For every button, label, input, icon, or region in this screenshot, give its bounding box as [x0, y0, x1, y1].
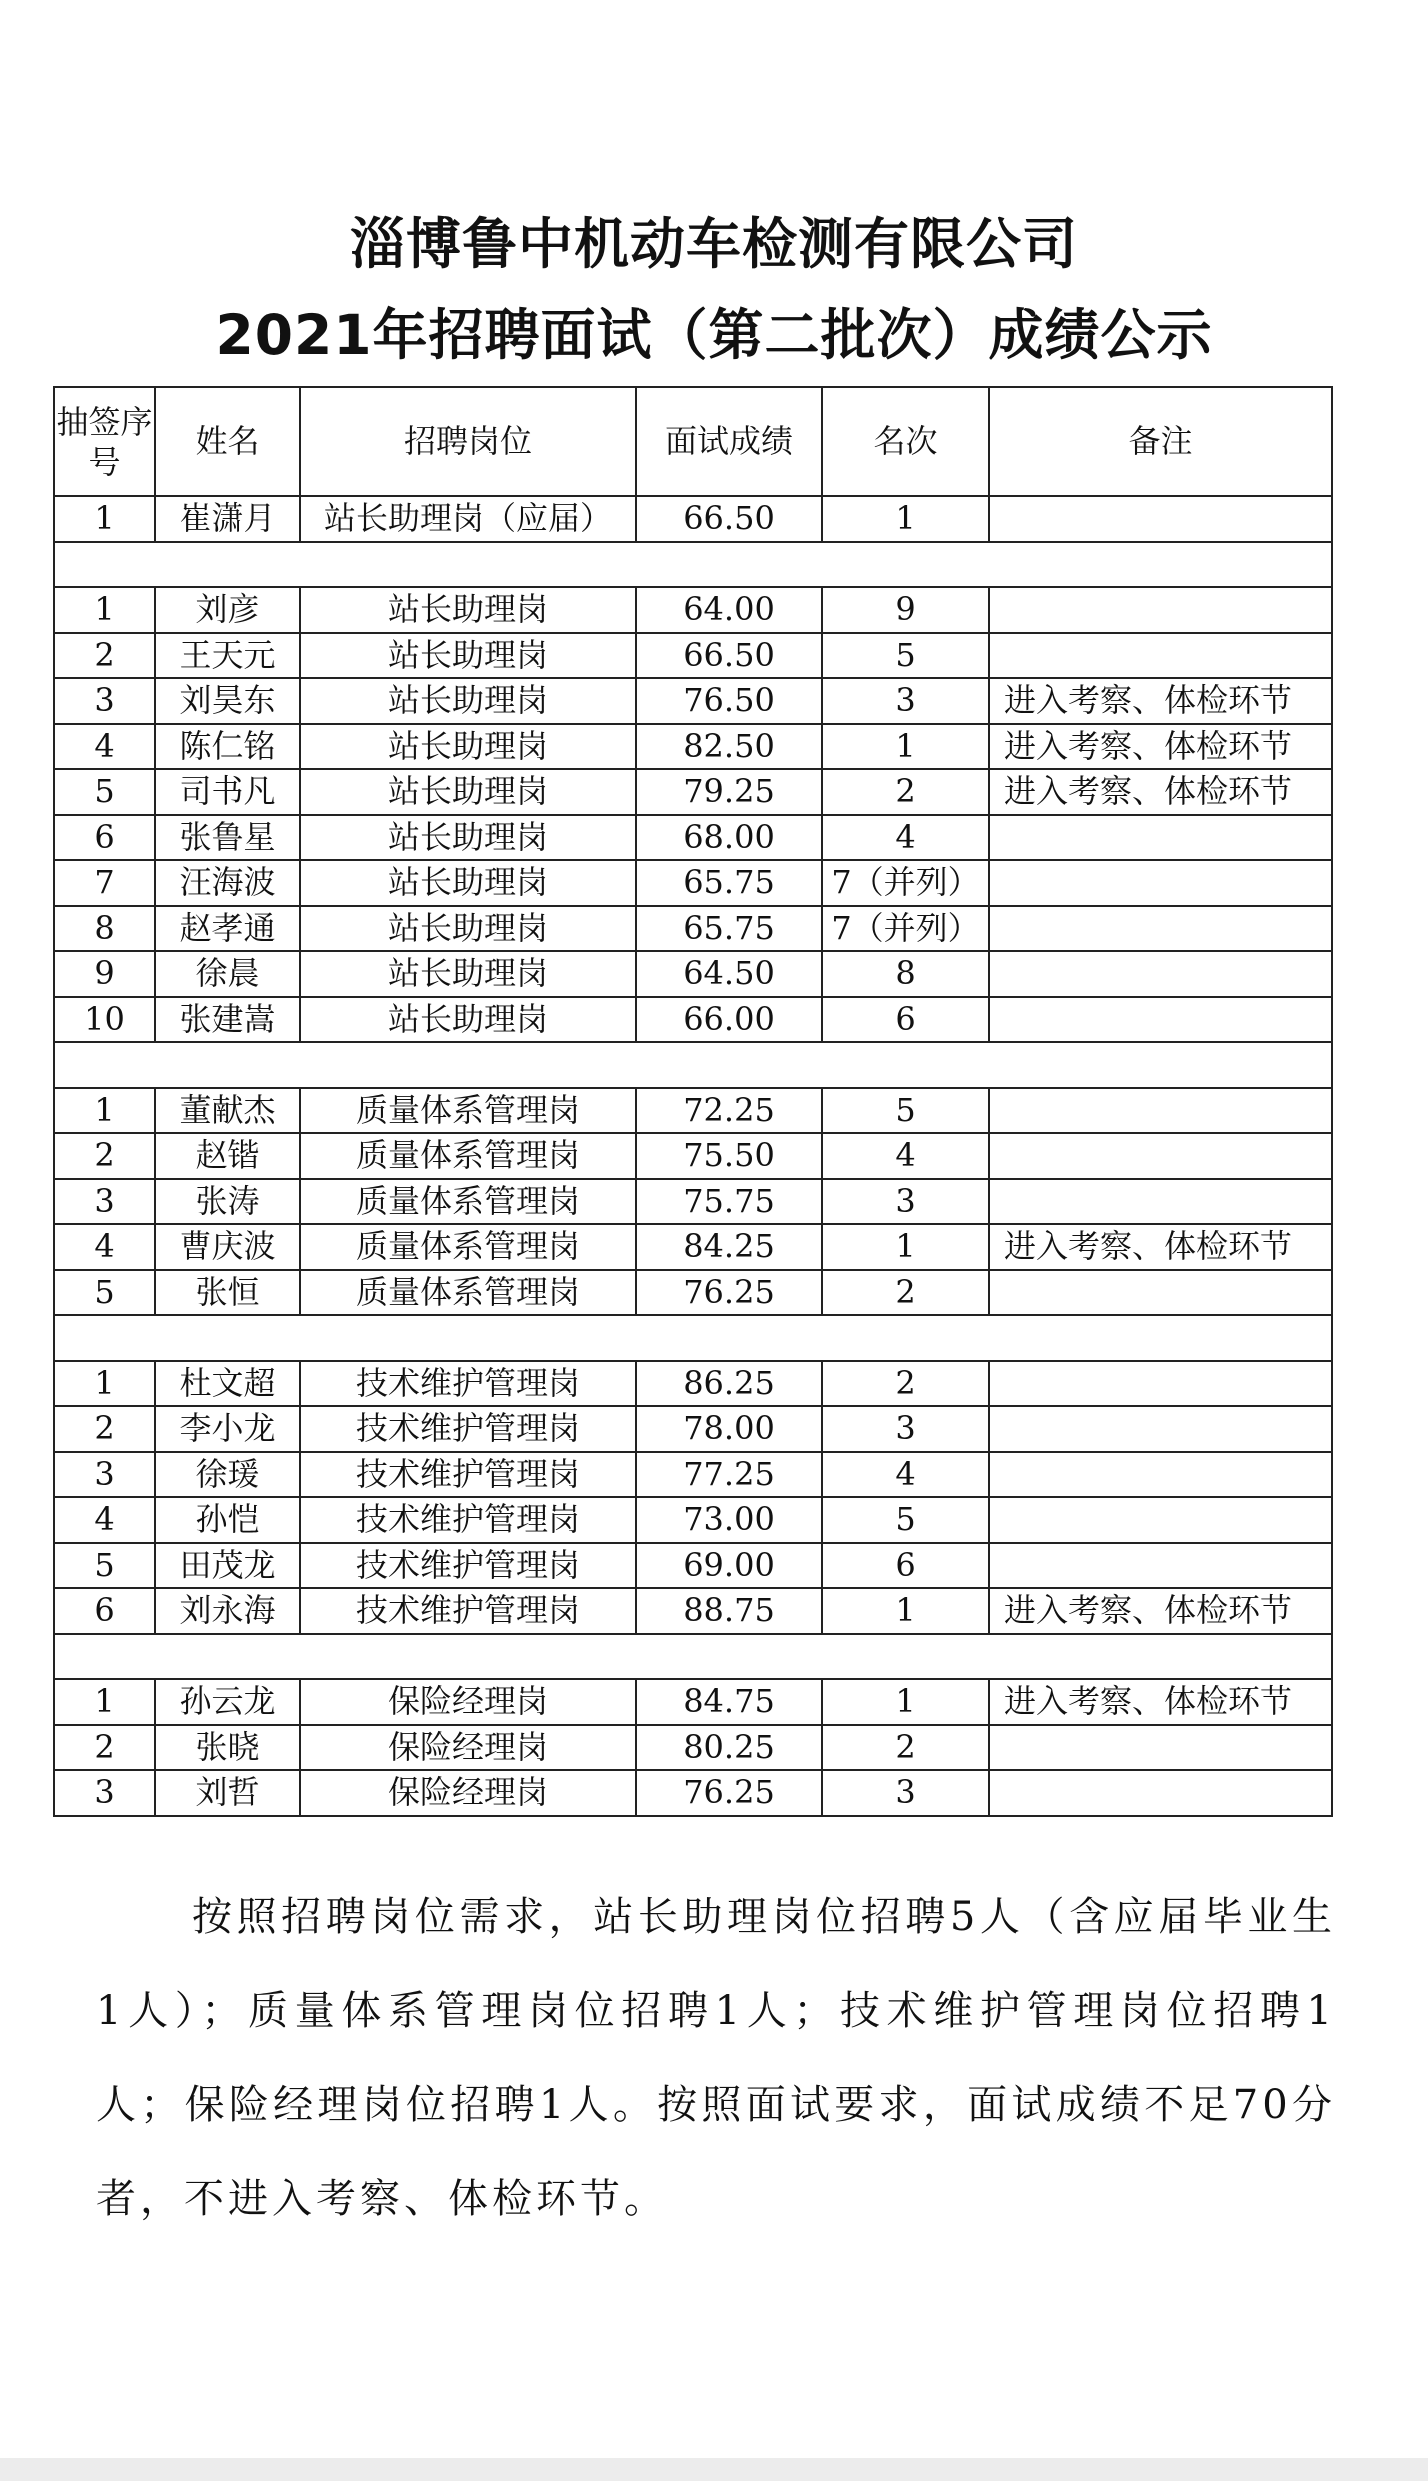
table-row: [54, 1543, 1332, 1589]
cell-note: [989, 1452, 1332, 1498]
cell-score: 84.25: [636, 1224, 822, 1270]
cell-name: 徐瑗: [155, 1452, 300, 1498]
cell-position: 质量体系管理岗: [300, 1224, 636, 1270]
cell-rank: 2: [822, 769, 989, 815]
cell-name: 张涛: [155, 1179, 300, 1225]
cell-seq: 5: [54, 1543, 155, 1589]
table-row: [54, 815, 1332, 861]
cell-position: 技术维护管理岗: [300, 1452, 636, 1498]
results-table: [53, 386, 1333, 1817]
cell-seq: 5: [54, 769, 155, 815]
cell-note: 进入考察、体检环节: [989, 769, 1332, 815]
cell-score: 84.75: [636, 1679, 822, 1725]
cell-position: 站长助理岗: [300, 678, 636, 724]
cell-score: 79.25: [636, 769, 822, 815]
cell-score: 75.50: [636, 1133, 822, 1179]
cell-rank: 3: [822, 1770, 989, 1816]
cell-seq: 6: [54, 1588, 155, 1634]
table-row: [54, 1270, 1332, 1316]
cell-score: 76.50: [636, 678, 822, 724]
cell-seq: 2: [54, 633, 155, 679]
cell-score: 77.25: [636, 1452, 822, 1498]
cell-seq: 2: [54, 1406, 155, 1452]
cell-rank: 1: [822, 1588, 989, 1634]
table-row: [54, 1588, 1332, 1634]
cell-rank: 5: [822, 1497, 989, 1543]
cell-note: [989, 1179, 1332, 1225]
cell-note: 进入考察、体检环节: [989, 1224, 1332, 1270]
cell-rank: 4: [822, 1452, 989, 1498]
cell-note: [989, 1361, 1332, 1407]
cell-name: 刘永海: [155, 1588, 300, 1634]
cell-seq: 9: [54, 951, 155, 997]
cell-rank: 6: [822, 1543, 989, 1589]
cell-seq: 5: [54, 1270, 155, 1316]
cell-name: 张鲁星: [155, 815, 300, 861]
cell-score: 69.00: [636, 1543, 822, 1589]
cell-name: 崔潇月: [155, 496, 300, 542]
cell-note: [989, 1088, 1332, 1134]
cell-score: 82.50: [636, 724, 822, 770]
results-table-header: [54, 387, 1332, 496]
cell-note: [989, 587, 1332, 633]
cell-name: 汪海波: [155, 860, 300, 906]
cell-name: 赵锴: [155, 1133, 300, 1179]
cell-score: 66.00: [636, 997, 822, 1043]
cell-seq: 1: [54, 1088, 155, 1134]
results-table-body: [54, 496, 1332, 1816]
table-row: [54, 906, 1332, 952]
cell-position: 站长助理岗: [300, 906, 636, 952]
cell-name: 田茂龙: [155, 1543, 300, 1589]
cell-rank: 3: [822, 1179, 989, 1225]
cell-position: 站长助理岗: [300, 860, 636, 906]
cell-seq: 3: [54, 1179, 155, 1225]
header-note: 备注: [989, 387, 1332, 496]
cell-rank: 1: [822, 724, 989, 770]
table-row: [54, 1679, 1332, 1725]
cell-note: [989, 1270, 1332, 1316]
group-separator-cell: [54, 1315, 1332, 1361]
cell-score: 68.00: [636, 815, 822, 861]
table-row: [54, 951, 1332, 997]
cell-name: 赵孝通: [155, 906, 300, 952]
cell-note: [989, 1133, 1332, 1179]
cell-rank: 2: [822, 1725, 989, 1771]
cell-rank: 3: [822, 1406, 989, 1452]
cell-note: [989, 951, 1332, 997]
cell-name: 孙恺: [155, 1497, 300, 1543]
cell-position: 质量体系管理岗: [300, 1270, 636, 1316]
cell-position: 站长助理岗: [300, 769, 636, 815]
cell-seq: 7: [54, 860, 155, 906]
group-separator-row: [54, 1042, 1332, 1088]
group-separator-cell: [54, 1042, 1332, 1088]
cell-name: 刘彦: [155, 587, 300, 633]
cell-note: [989, 1770, 1332, 1816]
cell-note: [989, 906, 1332, 952]
table-row: [54, 496, 1332, 542]
table-row: [54, 1497, 1332, 1543]
cell-score: 65.75: [636, 860, 822, 906]
cell-position: 保险经理岗: [300, 1679, 636, 1725]
cell-position: 技术维护管理岗: [300, 1543, 636, 1589]
cell-rank: 6: [822, 997, 989, 1043]
cell-rank: 1: [822, 1679, 989, 1725]
cell-score: 64.50: [636, 951, 822, 997]
cell-name: 刘昊东: [155, 678, 300, 724]
cell-note: [989, 860, 1332, 906]
cell-name: 李小龙: [155, 1406, 300, 1452]
cell-seq: 4: [54, 724, 155, 770]
cell-position: 技术维护管理岗: [300, 1361, 636, 1407]
header-rank: 名次: [822, 387, 989, 496]
cell-position: 技术维护管理岗: [300, 1406, 636, 1452]
cell-seq: 2: [54, 1133, 155, 1179]
cell-position: 质量体系管理岗: [300, 1088, 636, 1134]
document-title-line-1: 淄博鲁中机动车检测有限公司: [349, 212, 1078, 276]
document-title-line-2: 2021年招聘面试（第二批次）成绩公示: [215, 303, 1213, 367]
cell-score: 86.25: [636, 1361, 822, 1407]
cell-score: 78.00: [636, 1406, 822, 1452]
group-separator-row: [54, 542, 1332, 588]
cell-position: 站长助理岗（应届）: [300, 496, 636, 542]
header-row: [54, 387, 1332, 496]
header-score: 面试成绩: [636, 387, 822, 496]
cell-seq: 1: [54, 496, 155, 542]
group-separator-row: [54, 1315, 1332, 1361]
cell-note: [989, 1725, 1332, 1771]
cell-seq: 2: [54, 1725, 155, 1771]
cell-rank: 3: [822, 678, 989, 724]
cell-score: 76.25: [636, 1270, 822, 1316]
cell-rank: 2: [822, 1361, 989, 1407]
cell-note: [989, 1406, 1332, 1452]
cell-name: 王天元: [155, 633, 300, 679]
table-row: [54, 1179, 1332, 1225]
cell-position: 技术维护管理岗: [300, 1497, 636, 1543]
cell-rank: 7（并列）: [822, 860, 989, 906]
table-row: [54, 1133, 1332, 1179]
cell-note: 进入考察、体检环节: [989, 1679, 1332, 1725]
cell-seq: 1: [54, 587, 155, 633]
cell-note: [989, 1497, 1332, 1543]
table-row: [54, 1088, 1332, 1134]
cell-score: 66.50: [636, 496, 822, 542]
cell-rank: 1: [822, 496, 989, 542]
cell-position: 质量体系管理岗: [300, 1179, 636, 1225]
cell-seq: 4: [54, 1224, 155, 1270]
cell-seq: 1: [54, 1679, 155, 1725]
cell-score: 66.50: [636, 633, 822, 679]
cell-seq: 8: [54, 906, 155, 952]
cell-score: 72.25: [636, 1088, 822, 1134]
header-position: 招聘岗位: [300, 387, 636, 496]
cell-name: 曹庆波: [155, 1224, 300, 1270]
cell-seq: 6: [54, 815, 155, 861]
cell-name: 刘哲: [155, 1770, 300, 1816]
cell-rank: 7（并列）: [822, 906, 989, 952]
table-row: [54, 724, 1332, 770]
cell-note: [989, 1543, 1332, 1589]
cell-name: 徐晨: [155, 951, 300, 997]
cell-position: 站长助理岗: [300, 587, 636, 633]
cell-note: [989, 997, 1332, 1043]
cell-position: 站长助理岗: [300, 633, 636, 679]
cell-score: 73.00: [636, 1497, 822, 1543]
cell-name: 陈仁铭: [155, 724, 300, 770]
cell-note: 进入考察、体检环节: [989, 678, 1332, 724]
cell-note: 进入考察、体检环节: [989, 1588, 1332, 1634]
group-separator-cell: [54, 542, 1332, 588]
cell-seq: 3: [54, 1770, 155, 1816]
cell-score: 75.75: [636, 1179, 822, 1225]
cell-name: 张晓: [155, 1725, 300, 1771]
cell-score: 80.25: [636, 1725, 822, 1771]
header-seq: 抽签序号: [54, 387, 155, 496]
table-row: [54, 769, 1332, 815]
cell-name: 董献杰: [155, 1088, 300, 1134]
table-row: [54, 997, 1332, 1043]
cell-rank: 9: [822, 587, 989, 633]
cell-score: 88.75: [636, 1588, 822, 1634]
table-row: [54, 587, 1332, 633]
bottom-bar: [0, 2458, 1428, 2481]
cell-name: 张恒: [155, 1270, 300, 1316]
cell-name: 张建嵩: [155, 997, 300, 1043]
table-row: [54, 1452, 1332, 1498]
cell-position: 站长助理岗: [300, 951, 636, 997]
cell-position: 站长助理岗: [300, 815, 636, 861]
cell-rank: 5: [822, 633, 989, 679]
cell-name: 杜文超: [155, 1361, 300, 1407]
cell-score: 76.25: [636, 1770, 822, 1816]
cell-seq: 1: [54, 1361, 155, 1407]
cell-note: 进入考察、体检环节: [989, 724, 1332, 770]
table-row: [54, 1406, 1332, 1452]
table-row: [54, 1361, 1332, 1407]
table-row: [54, 1725, 1332, 1771]
cell-rank: 5: [822, 1088, 989, 1134]
cell-rank: 4: [822, 815, 989, 861]
cell-seq: 3: [54, 678, 155, 724]
header-name: 姓名: [155, 387, 300, 496]
cell-score: 64.00: [636, 587, 822, 633]
cell-rank: 2: [822, 1270, 989, 1316]
cell-note: [989, 633, 1332, 679]
group-separator-cell: [54, 1634, 1332, 1680]
cell-name: 司书凡: [155, 769, 300, 815]
table-row: [54, 860, 1332, 906]
table-row: [54, 1770, 1332, 1816]
cell-position: 站长助理岗: [300, 724, 636, 770]
cell-position: 保险经理岗: [300, 1770, 636, 1816]
cell-score: 65.75: [636, 906, 822, 952]
cell-rank: 1: [822, 1224, 989, 1270]
table-row: [54, 633, 1332, 679]
cell-position: 站长助理岗: [300, 997, 636, 1043]
notice-paragraph: 按照招聘岗位需求，站长助理岗位招聘5人（含应届毕业生1人）；质量体系管理岗位招聘1人；技术维护管理岗位招聘1人；保险经理岗位招聘1人。按照面试要求，面试成绩不足70分者，不进入考察、体检环节。: [96, 1894, 1336, 2222]
table-row: [54, 678, 1332, 724]
cell-note: [989, 496, 1332, 542]
cell-position: 技术维护管理岗: [300, 1588, 636, 1634]
cell-seq: 4: [54, 1497, 155, 1543]
cell-rank: 4: [822, 1133, 989, 1179]
cell-rank: 8: [822, 951, 989, 997]
group-separator-row: [54, 1634, 1332, 1680]
cell-seq: 10: [54, 997, 155, 1043]
cell-note: [989, 815, 1332, 861]
cell-seq: 3: [54, 1452, 155, 1498]
cell-name: 孙云龙: [155, 1679, 300, 1725]
table-row: [54, 1224, 1332, 1270]
cell-position: 质量体系管理岗: [300, 1133, 636, 1179]
cell-position: 保险经理岗: [300, 1725, 636, 1771]
